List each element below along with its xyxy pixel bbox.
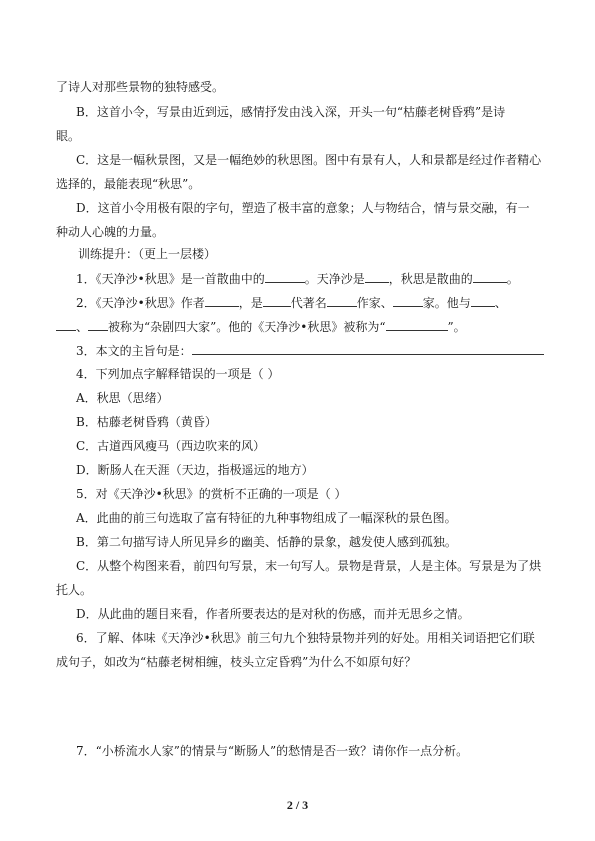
question-5: 5．对《天净沙•秋思》的赏析不正确的一项是（ ） (76, 487, 347, 501)
option-d-line1: D．这首小令用极有限的字句，塑造了极丰富的意象；人与物结合，情与景交融，有一 (76, 201, 530, 215)
answer-blank[interactable] (393, 295, 423, 307)
question-4: 4．下列加点字解释错误的一项是（ ） (76, 367, 280, 381)
q1-text-c: ，秋思是散曲的 (388, 272, 473, 286)
answer-blank[interactable] (88, 319, 108, 331)
question-6-line1: 6．了解、体味《天净沙•秋思》前三句九个独特景物并列的好处。用相关词语把它们联 (76, 631, 535, 645)
answer-blank[interactable] (327, 295, 357, 307)
answer-blank[interactable] (265, 271, 305, 283)
q2-text-d: 作家、 (356, 296, 393, 310)
option-b-line2: 眼。 (56, 129, 81, 143)
q5-option-b: B．第二句描写诗人所见异乡的幽美、恬静的景象，越发使人感到孤独。 (76, 535, 457, 549)
q1-text-a: 1．《天净沙•秋思》是一首散曲中的 (76, 272, 265, 286)
page-number: 2 / 3 (286, 798, 309, 812)
answer-blank[interactable] (471, 295, 495, 307)
q4-option-a: A．秋思（思绪） (76, 391, 169, 405)
q2-text-h: 被称为“杂剧四大家”。他的《天净沙•秋思》被称为“ (108, 320, 386, 334)
q2-text-e: 家。他与 (422, 296, 471, 310)
option-c-line1: C．这是一幅秋景图，又是一幅绝妙的秋思图。图中有景有人，人和景都是经过作者精心 (76, 153, 542, 167)
answer-blank[interactable] (263, 295, 291, 307)
answer-blank[interactable] (205, 295, 239, 307)
question-3 (76, 343, 544, 358)
answer-blank[interactable] (56, 319, 76, 331)
q5-option-c-line2: 托人。 (56, 583, 93, 597)
option-b-line1: B．这首小令，写景由近到远，感情抒发由浅入深，开头一句“枯藤老树昏鸦”是诗 (76, 105, 506, 119)
option-c-line2: 选择的，最能表现“秋思”。 (56, 177, 201, 191)
q2-text-a: 2．《天净沙•秋思》作者 (76, 296, 205, 310)
option-d-line2: 种动人心魄的力量。 (56, 225, 165, 239)
q2-text-b: ，是 (238, 296, 263, 310)
answer-blank[interactable] (365, 271, 389, 283)
question-2-line1 (76, 295, 507, 310)
q3-text: 3．本文的主旨句是： (76, 344, 192, 358)
q4-option-c: C．古道西风瘦马（西边吹来的风） (76, 439, 266, 453)
section-heading: 训练提升：（更上一层楼） (78, 247, 217, 261)
q2-text-c: 代著名 (290, 296, 327, 310)
q5-option-c-line1: C．从整个构图来看，前四句写景，末一句写人。景物是背景，人是主体。写景是为了烘 (76, 559, 542, 573)
question-7: 7．“小桥流水人家”的情景与“断肠人”的愁情是否一致？请你作一点分析。 (76, 744, 469, 758)
q5-option-d: D．从此曲的题目来看，作者所要表达的是对秋的伤感，而并无思乡之情。 (76, 607, 470, 621)
q4-option-b: B．枯藤老树昏鸦（黄昏） (76, 415, 217, 429)
q2-text-i: ”。 (447, 320, 466, 334)
answer-line[interactable] (192, 343, 544, 355)
answer-blank[interactable] (386, 319, 448, 331)
q2-text-f: 、 (494, 296, 507, 310)
paragraph-continuation: 了诗人对那些景物的独特感受。 (56, 80, 225, 94)
question-2-line2 (56, 319, 466, 334)
question-6-line2: 成句子，如改为“枯藤老树相缠，枝头立定昏鸦”为什么不如原句好？ (56, 655, 417, 669)
q1-text-d: 。 (506, 272, 519, 286)
q1-text-b: 。天净沙是 (304, 272, 365, 286)
q4-option-d: D．断肠人在天涯（天边，指极遥远的地方） (76, 463, 314, 477)
answer-blank[interactable] (473, 271, 507, 283)
q5-option-a: A．此曲的前三句选取了富有特征的九种事物组成了一幅深秋的景色图。 (76, 511, 457, 525)
question-1 (76, 271, 519, 286)
q2-text-g: 、 (76, 320, 89, 334)
